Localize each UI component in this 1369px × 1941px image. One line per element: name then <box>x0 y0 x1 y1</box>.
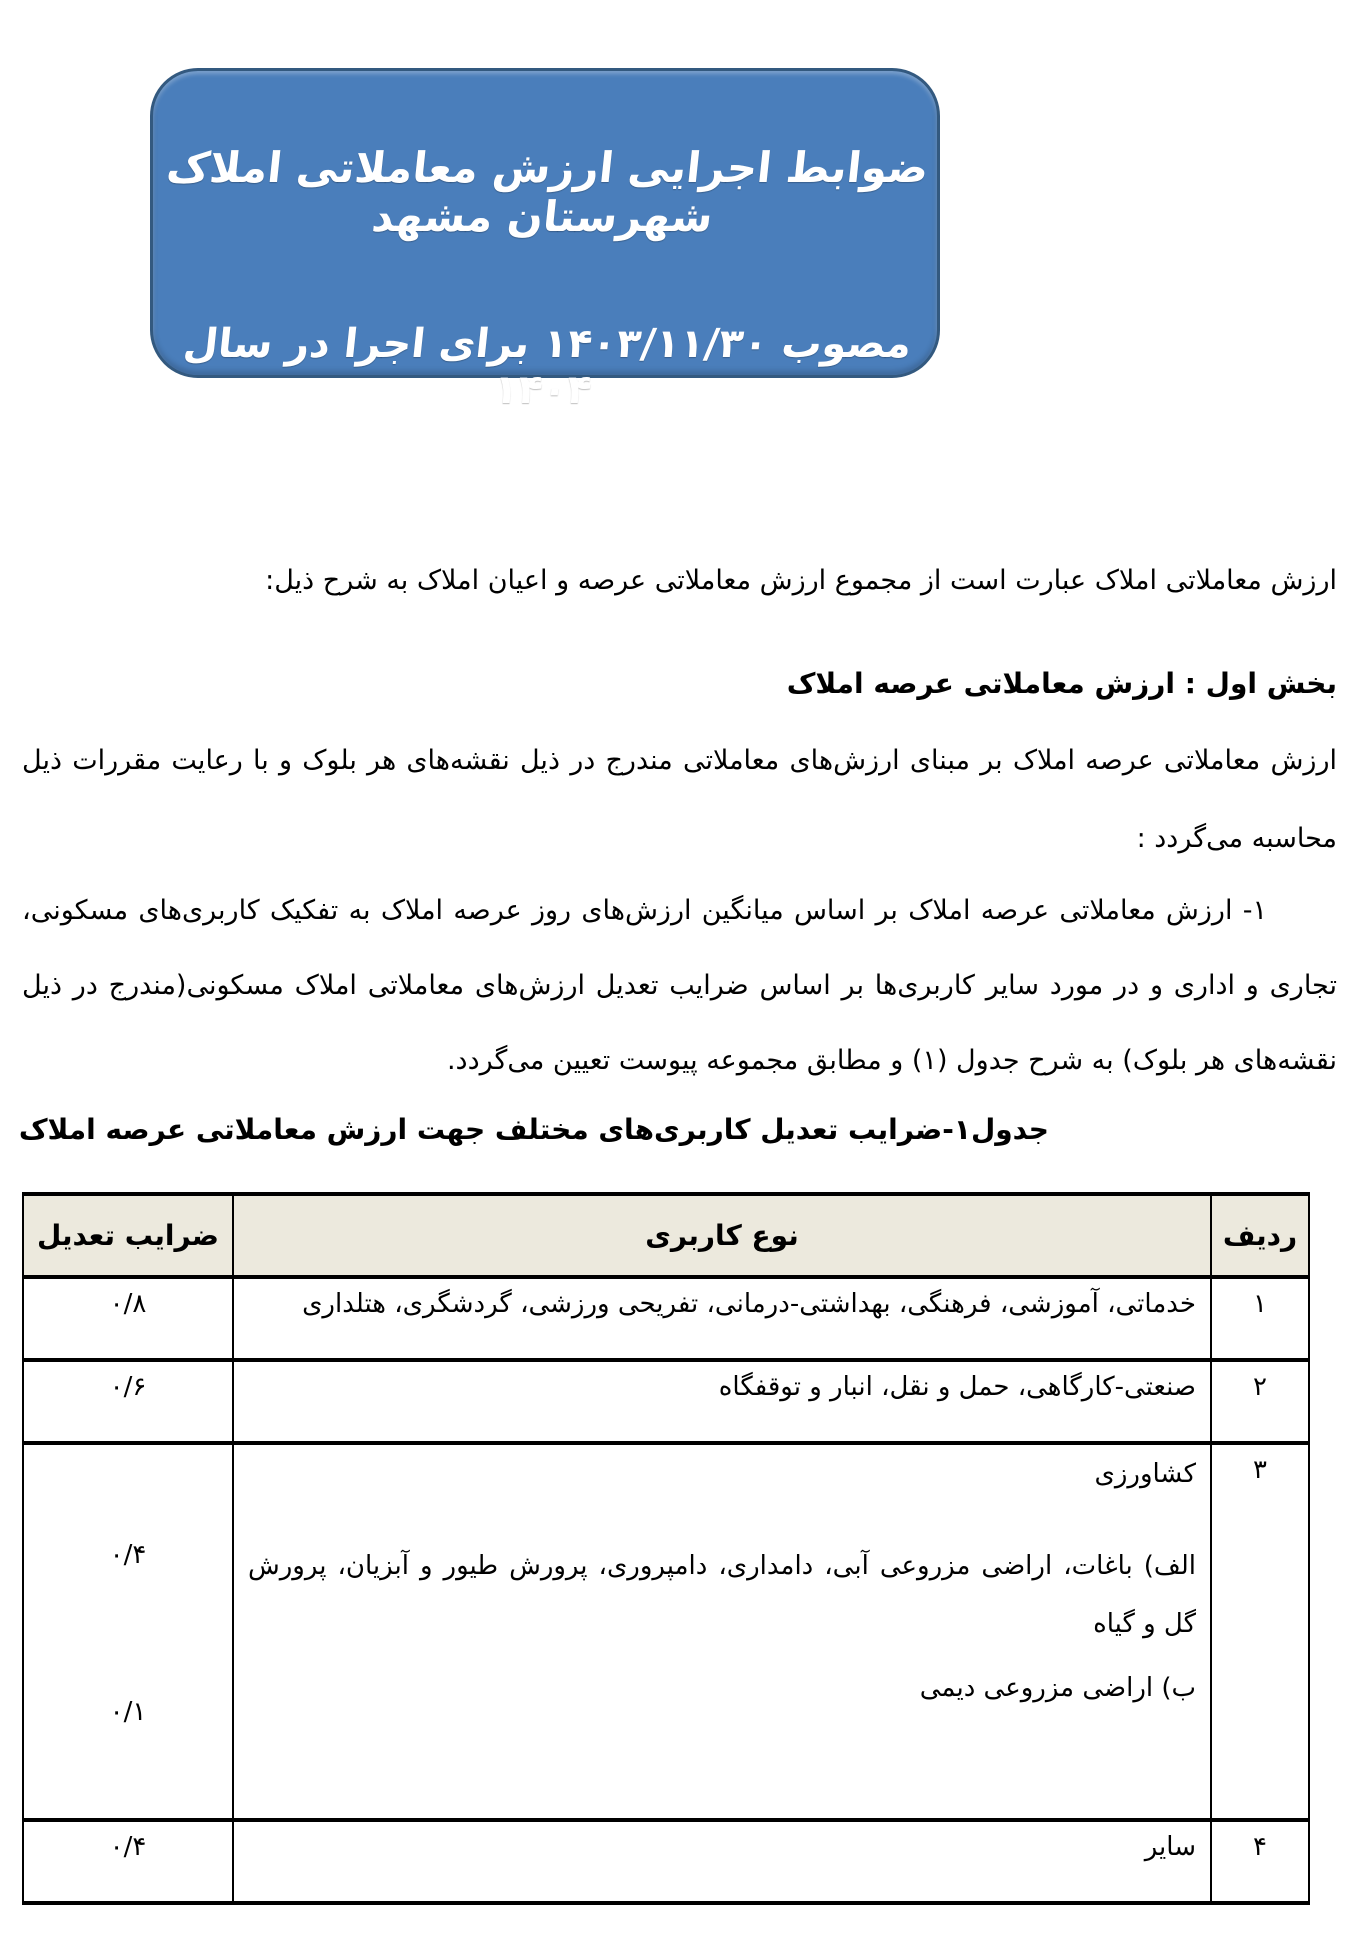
row3-usage-item-a: الف) باغات، اراضی مزروعی آبی، دامداری، دامپروری، پرورش طیور و آبزیان، پرورش گل و گیاه <box>248 1551 1196 1639</box>
section1-paragraph: ارزش معاملاتی عرصه املاک بر مبنای ارزش‌های معاملاتی مندرج در ذیل نقشه‌های هر بلوک و با رعایت مقررات ذیل محاسبه می‌گردد : <box>22 745 1337 854</box>
row1-number: ۱ <box>1211 1277 1309 1360</box>
banner-title-line1: ضوابط اجرایی ارزش معاملاتی املاک شهرستان مشهد <box>164 143 931 241</box>
intro-paragraph: ارزش معاملاتی املاک عبارت است از مجموع ارزش معاملاتی عرصه و اعیان املاک به شرح ذیل: <box>265 565 1337 596</box>
table-row <box>23 1820 1309 1903</box>
table1-caption: جدول۱-ضرایب تعدیل کاربری‌های مختلف جهت ارزش معاملاتی عرصه املاک <box>18 1113 1049 1146</box>
row2-coefficient: ۰/۶ <box>23 1360 233 1443</box>
row4-usage-type: سایر <box>233 1820 1211 1903</box>
row3-coefficient-b: ۰/۱ <box>109 1697 147 1727</box>
row3-usage-title: کشاورزی <box>1094 1459 1196 1489</box>
row3-coefficient-a: ۰/۴ <box>109 1540 147 1570</box>
section1-item1: ۱- ارزش معاملاتی عرصه املاک بر اساس میانگین ارزش‌های روز عرصه املاک به تفکیک کاربری‌های مسکونی، تجاری و اداری و در مورد سایر کاربری‌ها بر اساس ضرایب تعدیل ارزش‌های معاملاتی املاک مسکونی(مندرج در ذیل نقشه‌های هر بلوک) به شرح جدول (۱) و مطابق مجموعه پیوست تعیین می‌گردد. <box>22 895 1337 1076</box>
adjustment-coefficients-table <box>22 1192 1310 1905</box>
table-row <box>23 1360 1309 1443</box>
row3-usage-item-b: ب) اراضی مزروعی دیمی <box>919 1673 1196 1703</box>
table-row <box>23 1443 1309 1820</box>
row1-usage-type: خدماتی، آموزشی، فرهنگی، بهداشتی-درمانی، تفریحی ورزشی، گردشگری، هتلداری <box>233 1277 1211 1360</box>
row3-coefficients <box>23 1443 233 1820</box>
row3-usage-type <box>233 1443 1211 1820</box>
title-banner <box>150 68 940 413</box>
header-row-number: ردیف <box>1211 1194 1309 1277</box>
header-usage-type: نوع کاربری <box>233 1194 1211 1277</box>
banner-title-line2: مصوب ۱۴۰۳/۱۱/۳۰ برای اجرا در سال ۱۴۰۴ <box>181 321 914 413</box>
row4-number: ۴ <box>1211 1820 1309 1903</box>
table-header-row <box>23 1194 1309 1277</box>
header-coefficient: ضرایب تعدیل <box>23 1194 233 1277</box>
table-row <box>23 1277 1309 1360</box>
section1-heading: بخش اول : ارزش معاملاتی عرصه املاک <box>786 667 1337 700</box>
row3-number: ۳ <box>1211 1443 1309 1820</box>
row4-coefficient: ۰/۴ <box>23 1820 233 1903</box>
row2-usage-type: صنعتی-کارگاهی، حمل و نقل، انبار و توقفگاه <box>233 1360 1211 1443</box>
row1-coefficient: ۰/۸ <box>23 1277 233 1360</box>
row2-number: ۲ <box>1211 1360 1309 1443</box>
